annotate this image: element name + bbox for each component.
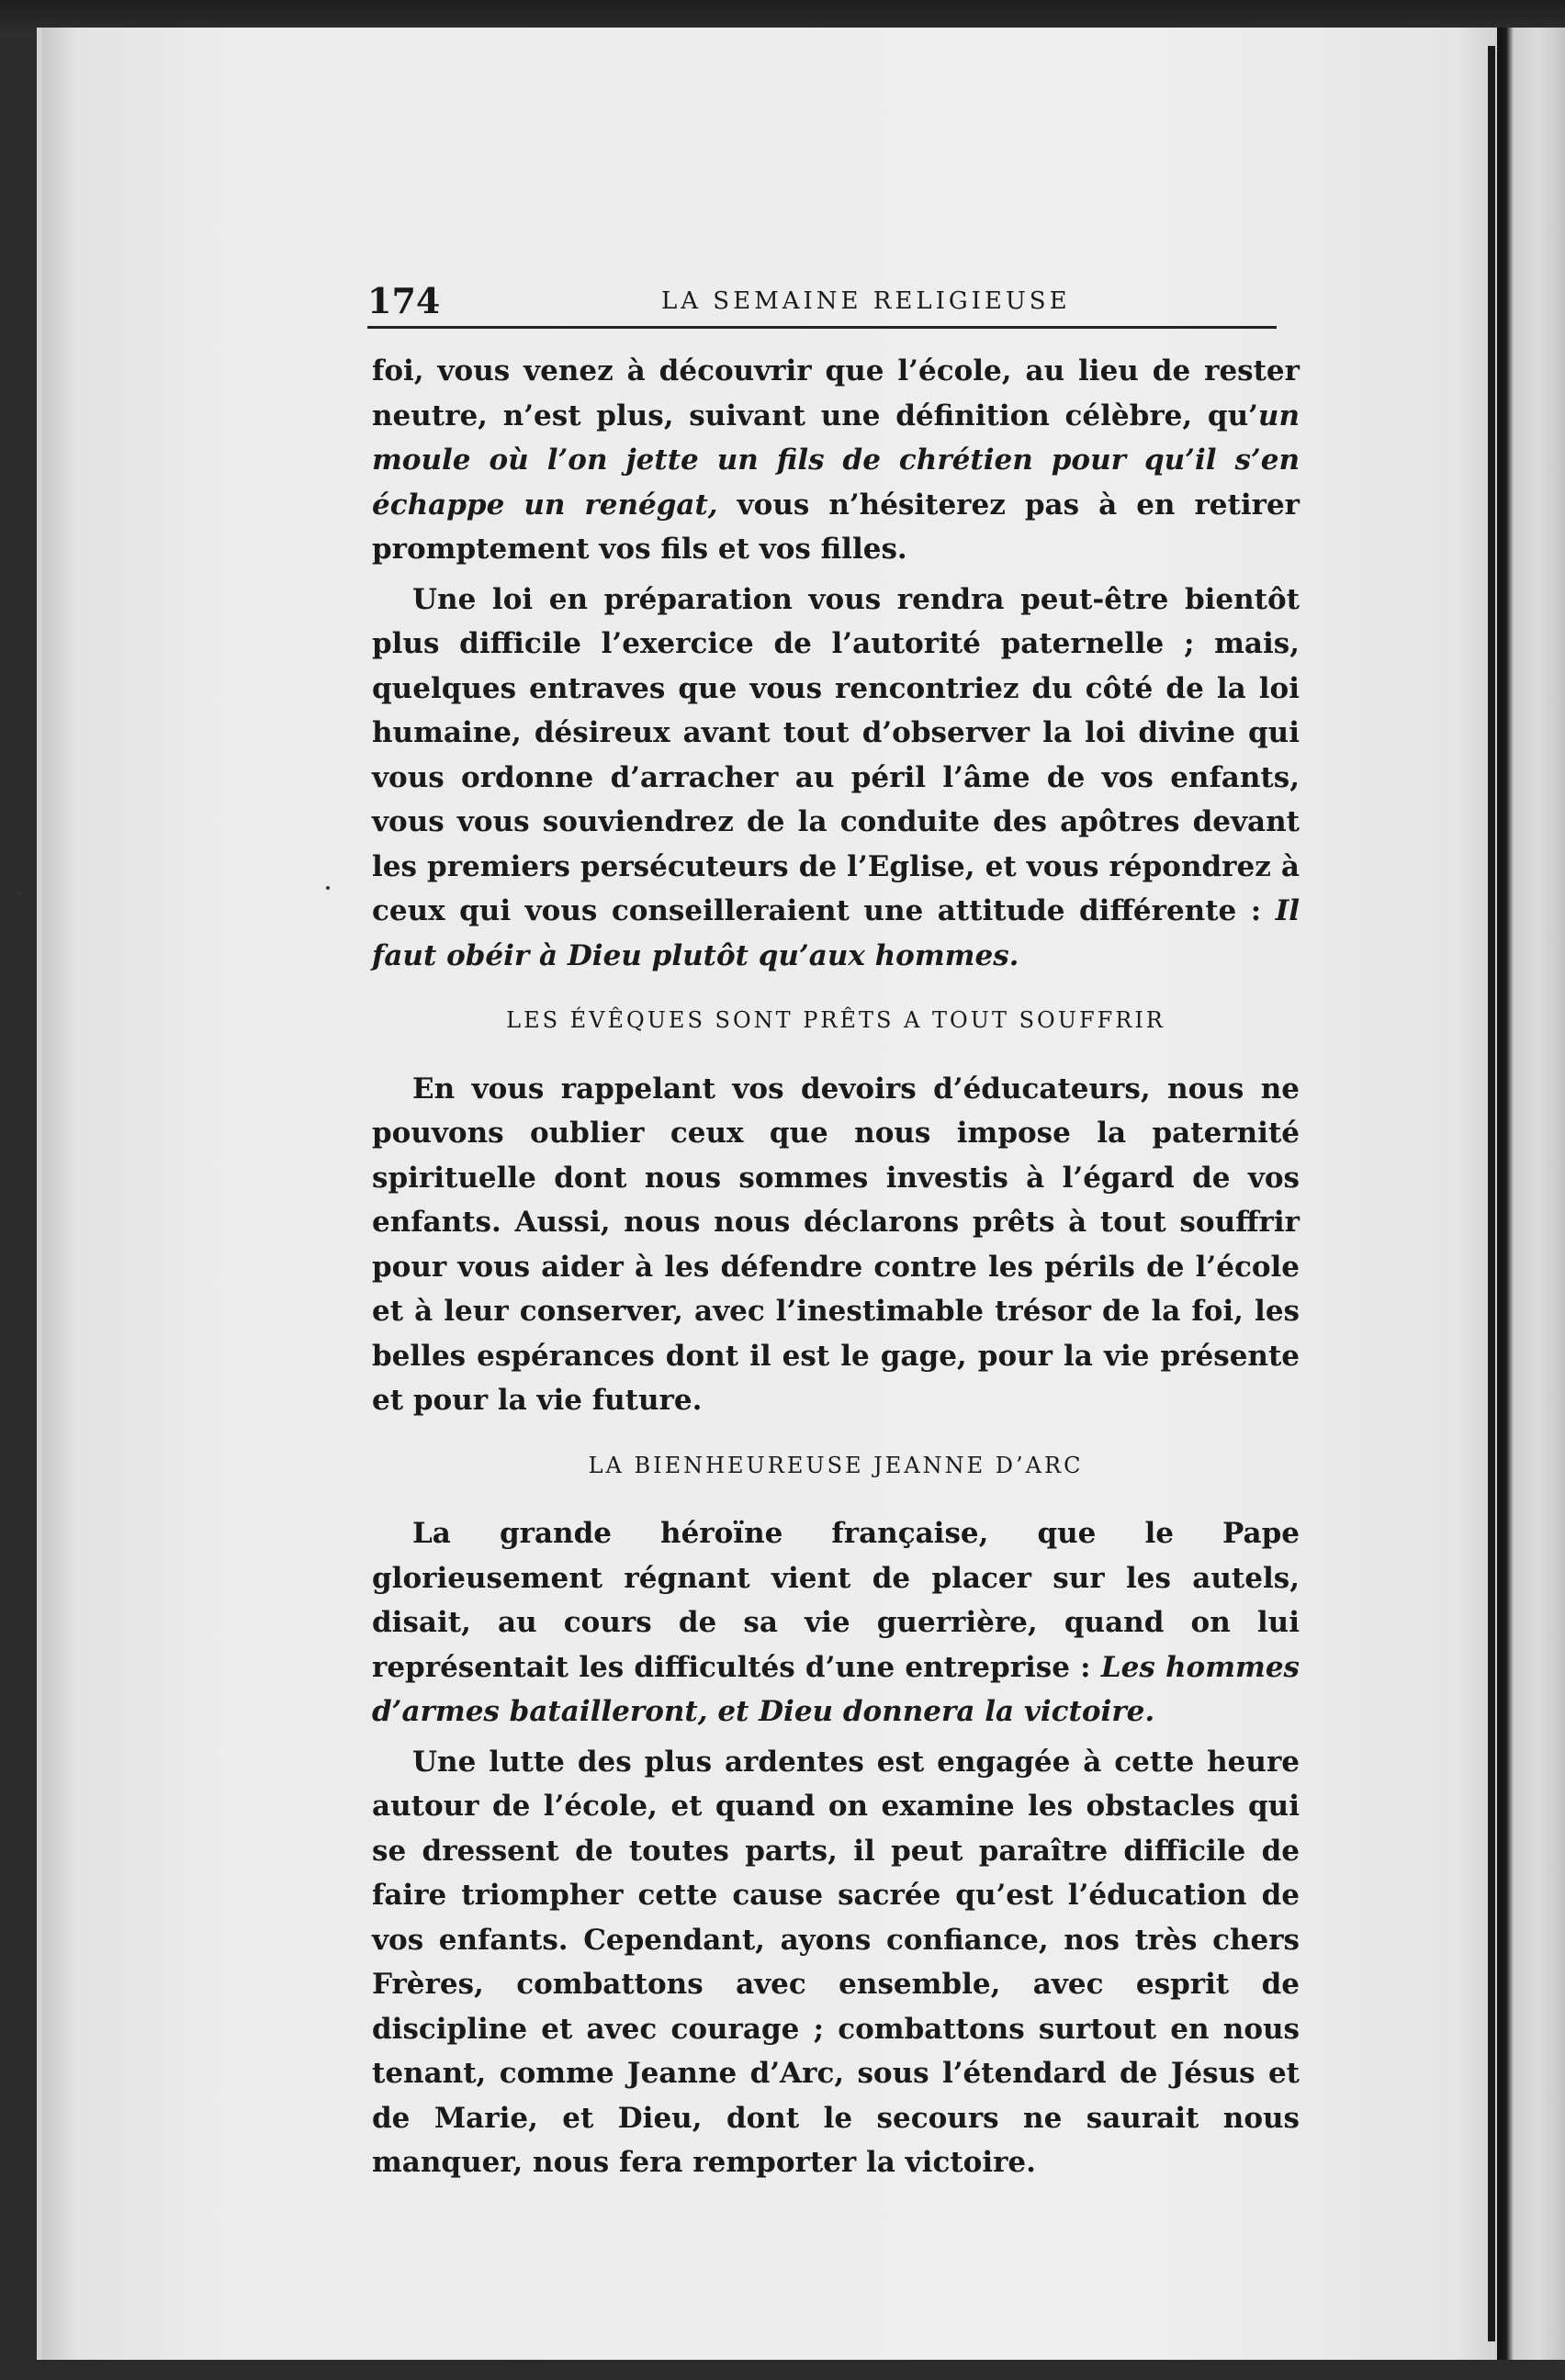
page-number: 174 [367, 280, 441, 321]
scan-speck [17, 891, 22, 896]
paragraph: Une loi en préparation vous rendra peut-être bientôt plus difficile l’exercice de l’autorité paternelle ; mais, quelques entraves que vous rencontriez du côté de la loi humaine, désireux avant tout d’observer la loi divine qui vous ordonne d’arracher au péril l’âme de vos enfants, vous vous souviendrez de la conduite des apôtres devant les premiers persécuteurs de l’Eglise, et vous répondrez à ceux qui vous conseilleraient une attitude différente : Il faut obéir à Dieu plutôt qu’aux hommes. [372, 582, 1300, 972]
header-rule [367, 326, 1277, 329]
adjacent-page-edge [1497, 28, 1565, 2360]
body-text [372, 349, 1300, 2185]
running-title: LA SEMAINE RELIGIEUSE [661, 287, 1071, 315]
section-heading: LES ÉVÊQUES SONT PRÊTS A TOUT SOUFFRIR [506, 1007, 1165, 1033]
paragraph: La grande héroïne française, que le Pape glorieusement régnant vient de placer sur les autels, disait, au cours de sa vie guerrière, quand on lui représentait les difficultés d’une entreprise : Les hommes d’armes batailleront, et Dieu donnera la victoire. [372, 1517, 1300, 1728]
section-heading: LA BIENHEUREUSE JEANNE D’ARC [588, 1452, 1084, 1478]
page-gutter [1488, 46, 1495, 2341]
paragraph: Une lutte des plus ardentes est engagée à cette heure autour de l’école, et quand on examine les obstacles qui se dressent de toutes parts, il peut paraître difficile de faire triompher cette cause sacrée qu’est l’éducation de vos enfants. Cependant, ayons confiance, nos très chers Frères, combattons avec ensemble, avec esprit de discipline et avec courage ; combattons surtout en nous tenant, comme Jeanne d’Arc, sous l’étendard de Jésus et de Marie, et Dieu, dont le secours ne saurait nous manquer, nous fera remporter la victoire. [372, 1745, 1300, 2179]
scan-speck [326, 886, 330, 890]
paragraph-continuation: foi, vous venez à découvrir que l’école, au lieu de rester neutre, n’est plus, suivant une définition célèbre, qu’un moule où l’on jette un fils de chrétien pour qu’il s’en échappe un renégat, vous n’hésiterez pas à en retirer promptement vos fils et vos filles. [372, 354, 1300, 566]
paragraph: En vous rappelant vos devoirs d’éducateurs, nous ne pouvons oublier ceux que nous impose la paternité spirituelle dont nous sommes investis à l’égard de vos enfants. Aussi, nous nous déclarons prêts à tout souffrir pour vous aider à les défendre contre les périls de l’école et à leur conserver, avec l’inestimable trésor de la foi, les belles espérances dont il est le gage, pour la vie présente et pour la vie future. [372, 1072, 1300, 1417]
